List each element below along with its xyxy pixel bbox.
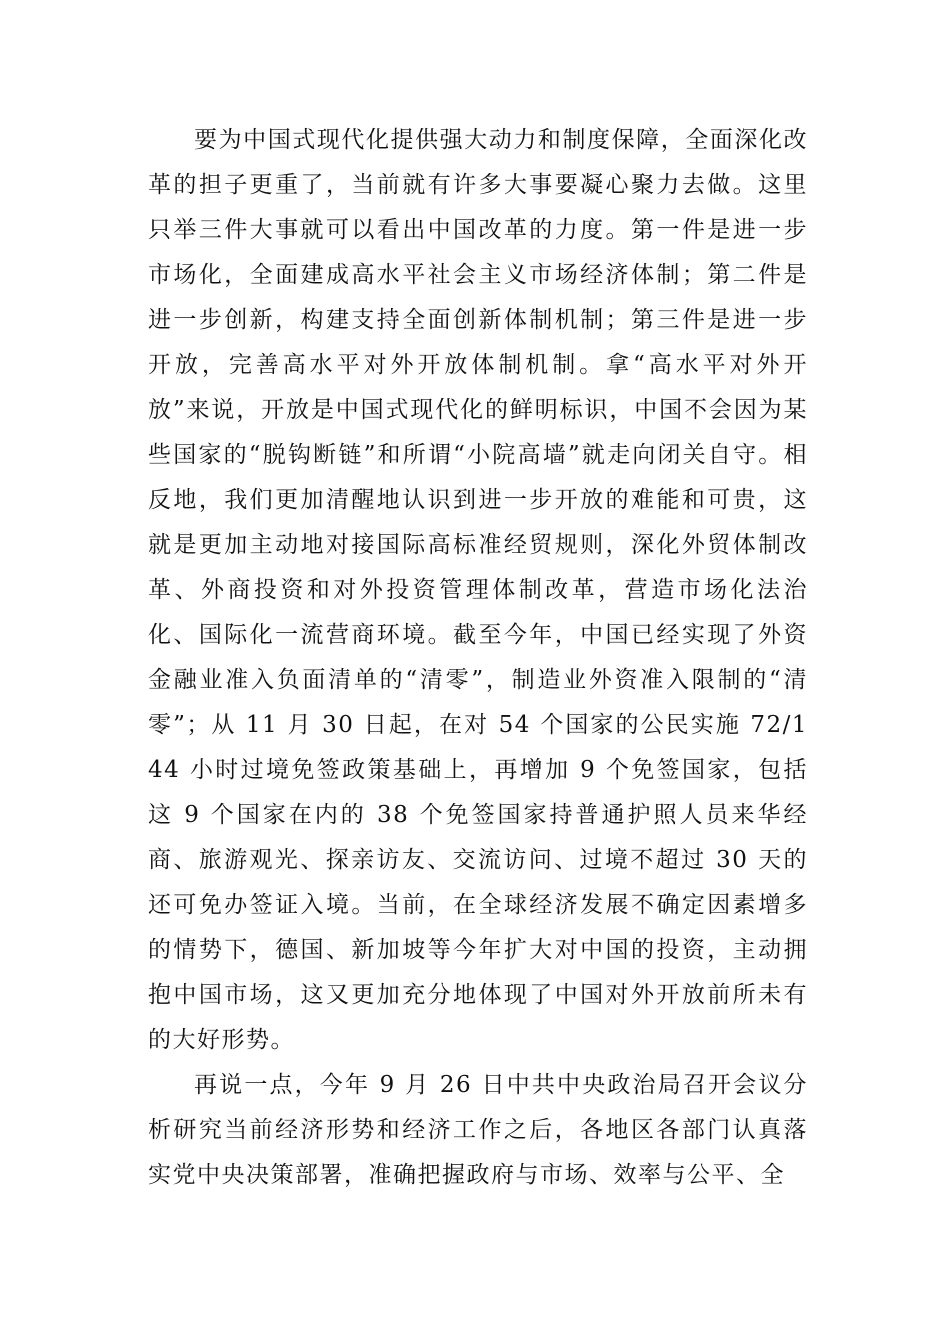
body-text [148, 118, 808, 1198]
paragraph-1: 要为中国式现代化提供强大动力和制度保障，全面深化改革的担子更重了，当前就有许多大事要凝心聚力去做。这里只举三件大事就可以看出中国改革的力度。第一件是进一步市场化，全面建成高水平社会主义市场经济体制；第二件是进一步创新，构建支持全面创新体制机制；第三件是进一步开放，完善高水平对外开放体制机制。拿“高水平对外开放”来说，开放是中国式现代化的鲜明标识，中国不会因为某些国家的“脱钩断链”和所谓“小院高墙”就走向闭关自守。相反地，我们更加清醒地认识到进一步开放的难能和可贵，这就是更加主动地对接国际高标准经贸规则，深化外贸体制改革、外商投资和对外投资管理体制改革，营造市场化法治化、国际化一流营商环境。截至今年，中国已经实现了外资金融业准入负面清单的“清零”，制造业外资准入限制的“清零”；从 11 月 30 日起，在对 54 个国家的公民实施 72/144 小时过境免签政策基础上，再增加 9 个免签国家，包括这 9 个国家在内的 38 个免签国家持普通护照人员来华经商、旅游观光、探亲访友、交流访问、过境不超过 30 天的还可免办签证入境。当前，在全球经济发展不确定因素增多的情势下，德国、新加坡等今年扩大对中国的投资，主动拥抱中国市场，这又更加充分地体现了中国对外开放前所未有的大好形势。 [148, 127, 808, 1053]
paragraph-2: 再说一点，今年 9 月 26 日中共中央政治局召开会议分析研究当前经济形势和经济工作之后，各地区各部门认真落实党中央决策部署，准确把握政府与市场、效率与公平、全 [148, 1072, 808, 1188]
